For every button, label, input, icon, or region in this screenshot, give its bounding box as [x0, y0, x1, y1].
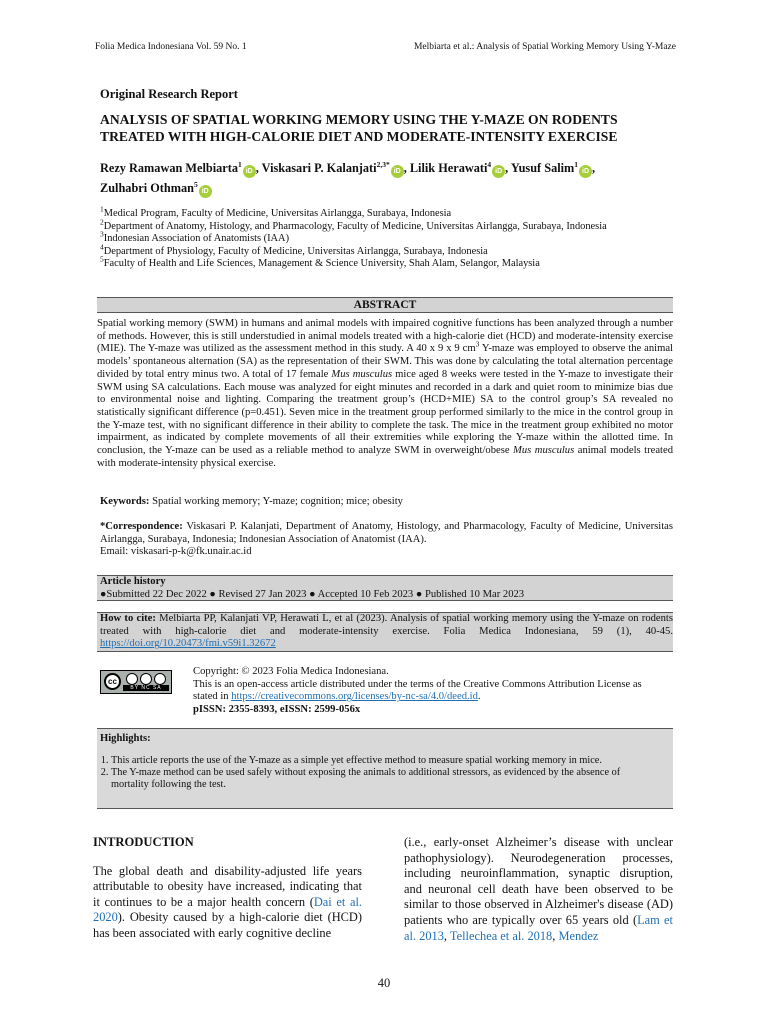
author-affiliation-sup: 4 — [487, 159, 492, 169]
author-name: Lilik Herawati — [409, 161, 488, 175]
how-to-cite — [97, 612, 673, 652]
orcid-icon[interactable]: iD — [243, 165, 256, 178]
issn: pISSN: 2355-8393, eISSN: 2599-056x — [193, 704, 361, 716]
report-type: Original Research Report — [100, 87, 238, 101]
species-name: Mus musculus — [331, 368, 393, 380]
citation-link[interactable]: Dai et al. 2020 — [93, 894, 362, 925]
history-revised: Revised 27 Jan 2023 — [218, 588, 307, 600]
cc-license-terms: BY NC SA — [123, 685, 169, 691]
affiliation-text: Department of Anatomy, Histology, and Pharmacology, Faculty of Medicine, Universitas Airlangga, Surabaya, Indonesia — [103, 220, 607, 232]
correspondence — [100, 521, 673, 559]
affiliation-sup: 4 — [100, 242, 104, 252]
license-link[interactable]: https://creativecommons.org/licenses/by-nc-sa/4.0/deed.id — [231, 691, 478, 703]
introduction-heading: INTRODUCTION — [93, 835, 194, 849]
history-accepted: Accepted 10 Feb 2023 — [317, 588, 414, 600]
species-name: Mus musculus — [513, 445, 575, 457]
author-name: Zulhabri Othman — [100, 181, 194, 195]
affiliation-sup: 5 — [100, 254, 104, 264]
introduction-left-column — [93, 835, 362, 942]
affiliation-text: Medical Program, Faculty of Medicine, Universitas Airlangga, Surabaya, Indonesia — [103, 208, 452, 219]
abstract-segment: animal models treated with moderate-intensity physical exercise. — [97, 445, 673, 469]
nc-icon — [140, 673, 152, 685]
text-segment: , — [443, 928, 450, 943]
author-name: Yusuf Salim — [510, 161, 575, 175]
abstract-text — [97, 318, 673, 470]
abstract-sup: 3 — [475, 339, 480, 349]
keywords — [100, 496, 673, 507]
highlight-item: 2. The Y-maze method can be used safely without exposing the animals to additional stressors, as evidenced by the absence of mortality following the test. — [111, 767, 656, 791]
affiliation-sup: 1 — [100, 204, 104, 214]
how-to-cite-label: How to cite: — [100, 613, 156, 624]
affiliation-text: Department of Physiology, Faculty of Medicine, Universitas Airlangga, Surabaya, Indonesia — [103, 245, 488, 257]
author-name: Viskasari P. Kalanjati — [261, 161, 377, 175]
orcid-icon[interactable]: iD — [492, 165, 505, 178]
introduction-paragraph — [93, 864, 362, 942]
copyright-notice — [193, 666, 653, 717]
text-segment: ). Obesity caused by a high-calorie diet (HCD) has been associated with early cognitive decline — [93, 910, 362, 940]
how-to-cite-text: Melbiarta PP, Kalanjati VP, Herawati L, et al (2023). Analysis of spatial working memory using the Y-maze on rodents treated with high-calorie diet and moderate-intensity exercise. Folia Medica Indonesiana, 59 (1), 40-45. — [100, 613, 673, 637]
affiliation-sup: 3 — [100, 229, 104, 239]
cc-icon: cc — [104, 673, 121, 690]
sa-icon — [154, 673, 166, 685]
author-name: Rezy Ramawan Melbiarta — [100, 161, 238, 175]
affiliation-sup: 2 — [100, 217, 104, 227]
abstract-segment: Spatial working memory (SWM) in humans and animal models with impaired cognitive functions has been analyzed through a number of methods. However, this is still understudied in animal models treated with a high-calorie diet (HCD) and moderate-intensity exercise (MIE). The Y-maze was utilized as the assessment method in this study. A 40 x 9 x 9 cm — [97, 318, 673, 355]
orcid-icon[interactable]: iD — [579, 165, 592, 178]
orcid-icon[interactable]: iD — [391, 165, 404, 178]
citation-link[interactable]: Mendez — [558, 928, 599, 943]
text-segment: The global death and disability-adjusted life years attributable to obesity have increased, indicating that it continues to be a major health concern ( — [93, 863, 362, 909]
doi-link[interactable]: https://doi.org/10.20473/fmi.v59i1.32672 — [100, 638, 276, 650]
correspondence-email[interactable]: Email: viskasari-p-k@fk.unair.ac.id — [100, 546, 252, 558]
author-affiliation-sup: 1 — [574, 159, 579, 169]
article-title: ANALYSIS OF SPATIAL WORKING MEMORY USING THE Y-MAZE ON RODENTS TREATED WITH HIGH-CALORIE DIET AND MODERATE-INTENSITY EXERCISE — [100, 112, 618, 144]
highlights-list — [97, 755, 656, 792]
copyright-line: Copyright: © 2023 Folia Medica Indonesiana. — [193, 666, 389, 677]
article-running-header: Melbiarta et al.: Analysis of Spatial Working Memory Using Y-Maze — [413, 42, 676, 52]
keywords-label: Keywords: — [100, 496, 150, 507]
journal-running-header: Folia Medica Indonesiana Vol. 59 No. 1 — [95, 42, 247, 52]
correspondence-label: *Correspondence: — [100, 521, 183, 532]
history-submitted: Submitted 22 Dec 2022 — [106, 588, 207, 600]
page-number: 40 — [377, 976, 391, 990]
bullet-icon: ● — [209, 588, 216, 600]
abstract-segment: mice aged 8 weeks were tested in the Y-maze to investigate their SWM using SA calculations. Each mouse was analyzed for eight minutes and recorded in a dark and quiet room to minimize bias due to environmental noise and lighting. Comparing the treatment group’s (HCD+MIE) SA to the control group’s SA revealed no statistically significant difference (p=0.451). Seven mice in the treatment group performed similarly to the mice in the control group in the Y-maze test, with no significant difference in their ability to complete the task. The mice in the treatment group exhibited no motor impairment, as indicated by complete movements of all their extremities while exploring the Y-maze within the allotted time. In conclusion, the Y-maze can be used as a reliable method to analyze SWM in overweight/obese — [97, 368, 673, 457]
bullet-icon: ● — [415, 588, 423, 600]
text-segment: (i.e., early-onset Alzheimer’s disease with unclear pathophysiology). Neurodegeneration processes, including neuroinflammation, synaptic disruption, and neuronal cell death have been observed to be similar to those observed in Alzheimer's disease (AD) patients who are typically over 65 years old ( — [404, 835, 673, 927]
abstract-heading: ABSTRACT — [97, 297, 673, 313]
citation-link[interactable]: Tellechea et al. 2018 — [449, 928, 553, 943]
affiliations — [100, 204, 660, 271]
creative-commons-logo — [100, 670, 172, 694]
highlights-label: Highlights: — [100, 733, 151, 744]
affiliation-item — [100, 204, 660, 221]
history-published: Published 10 Mar 2023 — [424, 588, 525, 600]
abstract-segment: Y-maze was employed to observe the animal models’ spontaneous alternation (SA) as the representation of their SWM. This was done by calculating the total alternation percentage divided by total entry minus two. A total of 17 female — [97, 343, 673, 380]
affiliation-item — [100, 242, 660, 259]
bullet-icon: ● — [309, 588, 316, 600]
correspondence-text: Viskasari P. Kalanjati, Department of Anatomy, Histology, and Pharmacology, Faculty of Medicine, Universitas Airlangga, Surabaya, Indonesia; Indonesian Association of Anatomist (IAA). — [100, 521, 673, 545]
affiliation-text: Indonesian Association of Anatomists (IAA) — [103, 233, 290, 244]
author-affiliation-sup: 1 — [237, 159, 242, 169]
article-history-label: Article history — [100, 576, 166, 587]
by-icon — [126, 673, 138, 685]
bullet-icon: ● — [100, 588, 107, 600]
orcid-icon[interactable]: iD — [199, 185, 212, 198]
article-history — [97, 575, 673, 601]
highlights-box — [97, 728, 673, 809]
affiliation-item — [100, 254, 660, 271]
highlight-item: 1. This article reports the use of the Y-maze as a simple yet effective method to measure spatial working memory in mice. — [111, 755, 656, 767]
author-affiliation-sup: 5 — [193, 179, 198, 189]
keywords-text: Spatial working memory; Y-maze; cognition; mice; obesity — [149, 496, 403, 507]
affiliation-item — [100, 217, 660, 234]
introduction-right-column — [404, 835, 673, 944]
affiliation-text: Faculty of Health and Life Sciences, Management & Science University, Shah Alam, Selangor, Malaysia — [103, 258, 540, 269]
affiliation-item — [100, 229, 660, 246]
text-segment: , — [552, 928, 559, 943]
citation-link[interactable]: Lam et al. 2013 — [404, 912, 674, 943]
author-affiliation-sup: 2,3* — [376, 159, 390, 169]
license-statement: This is an open-access article distributed under the terms of the Creative Commons Attribution License as stated in — [193, 678, 642, 703]
author-list: Rezy Ramawan Melbiarta$^1$iD , Viskasari P. Kalanjati$^{2,3*}$iD , Lilik Herawati$^4$iD , Yusuf Salim$^1$iD , Zulhabri Othman$^5$iD — [100, 158, 660, 198]
license-tail: . — [477, 691, 481, 703]
